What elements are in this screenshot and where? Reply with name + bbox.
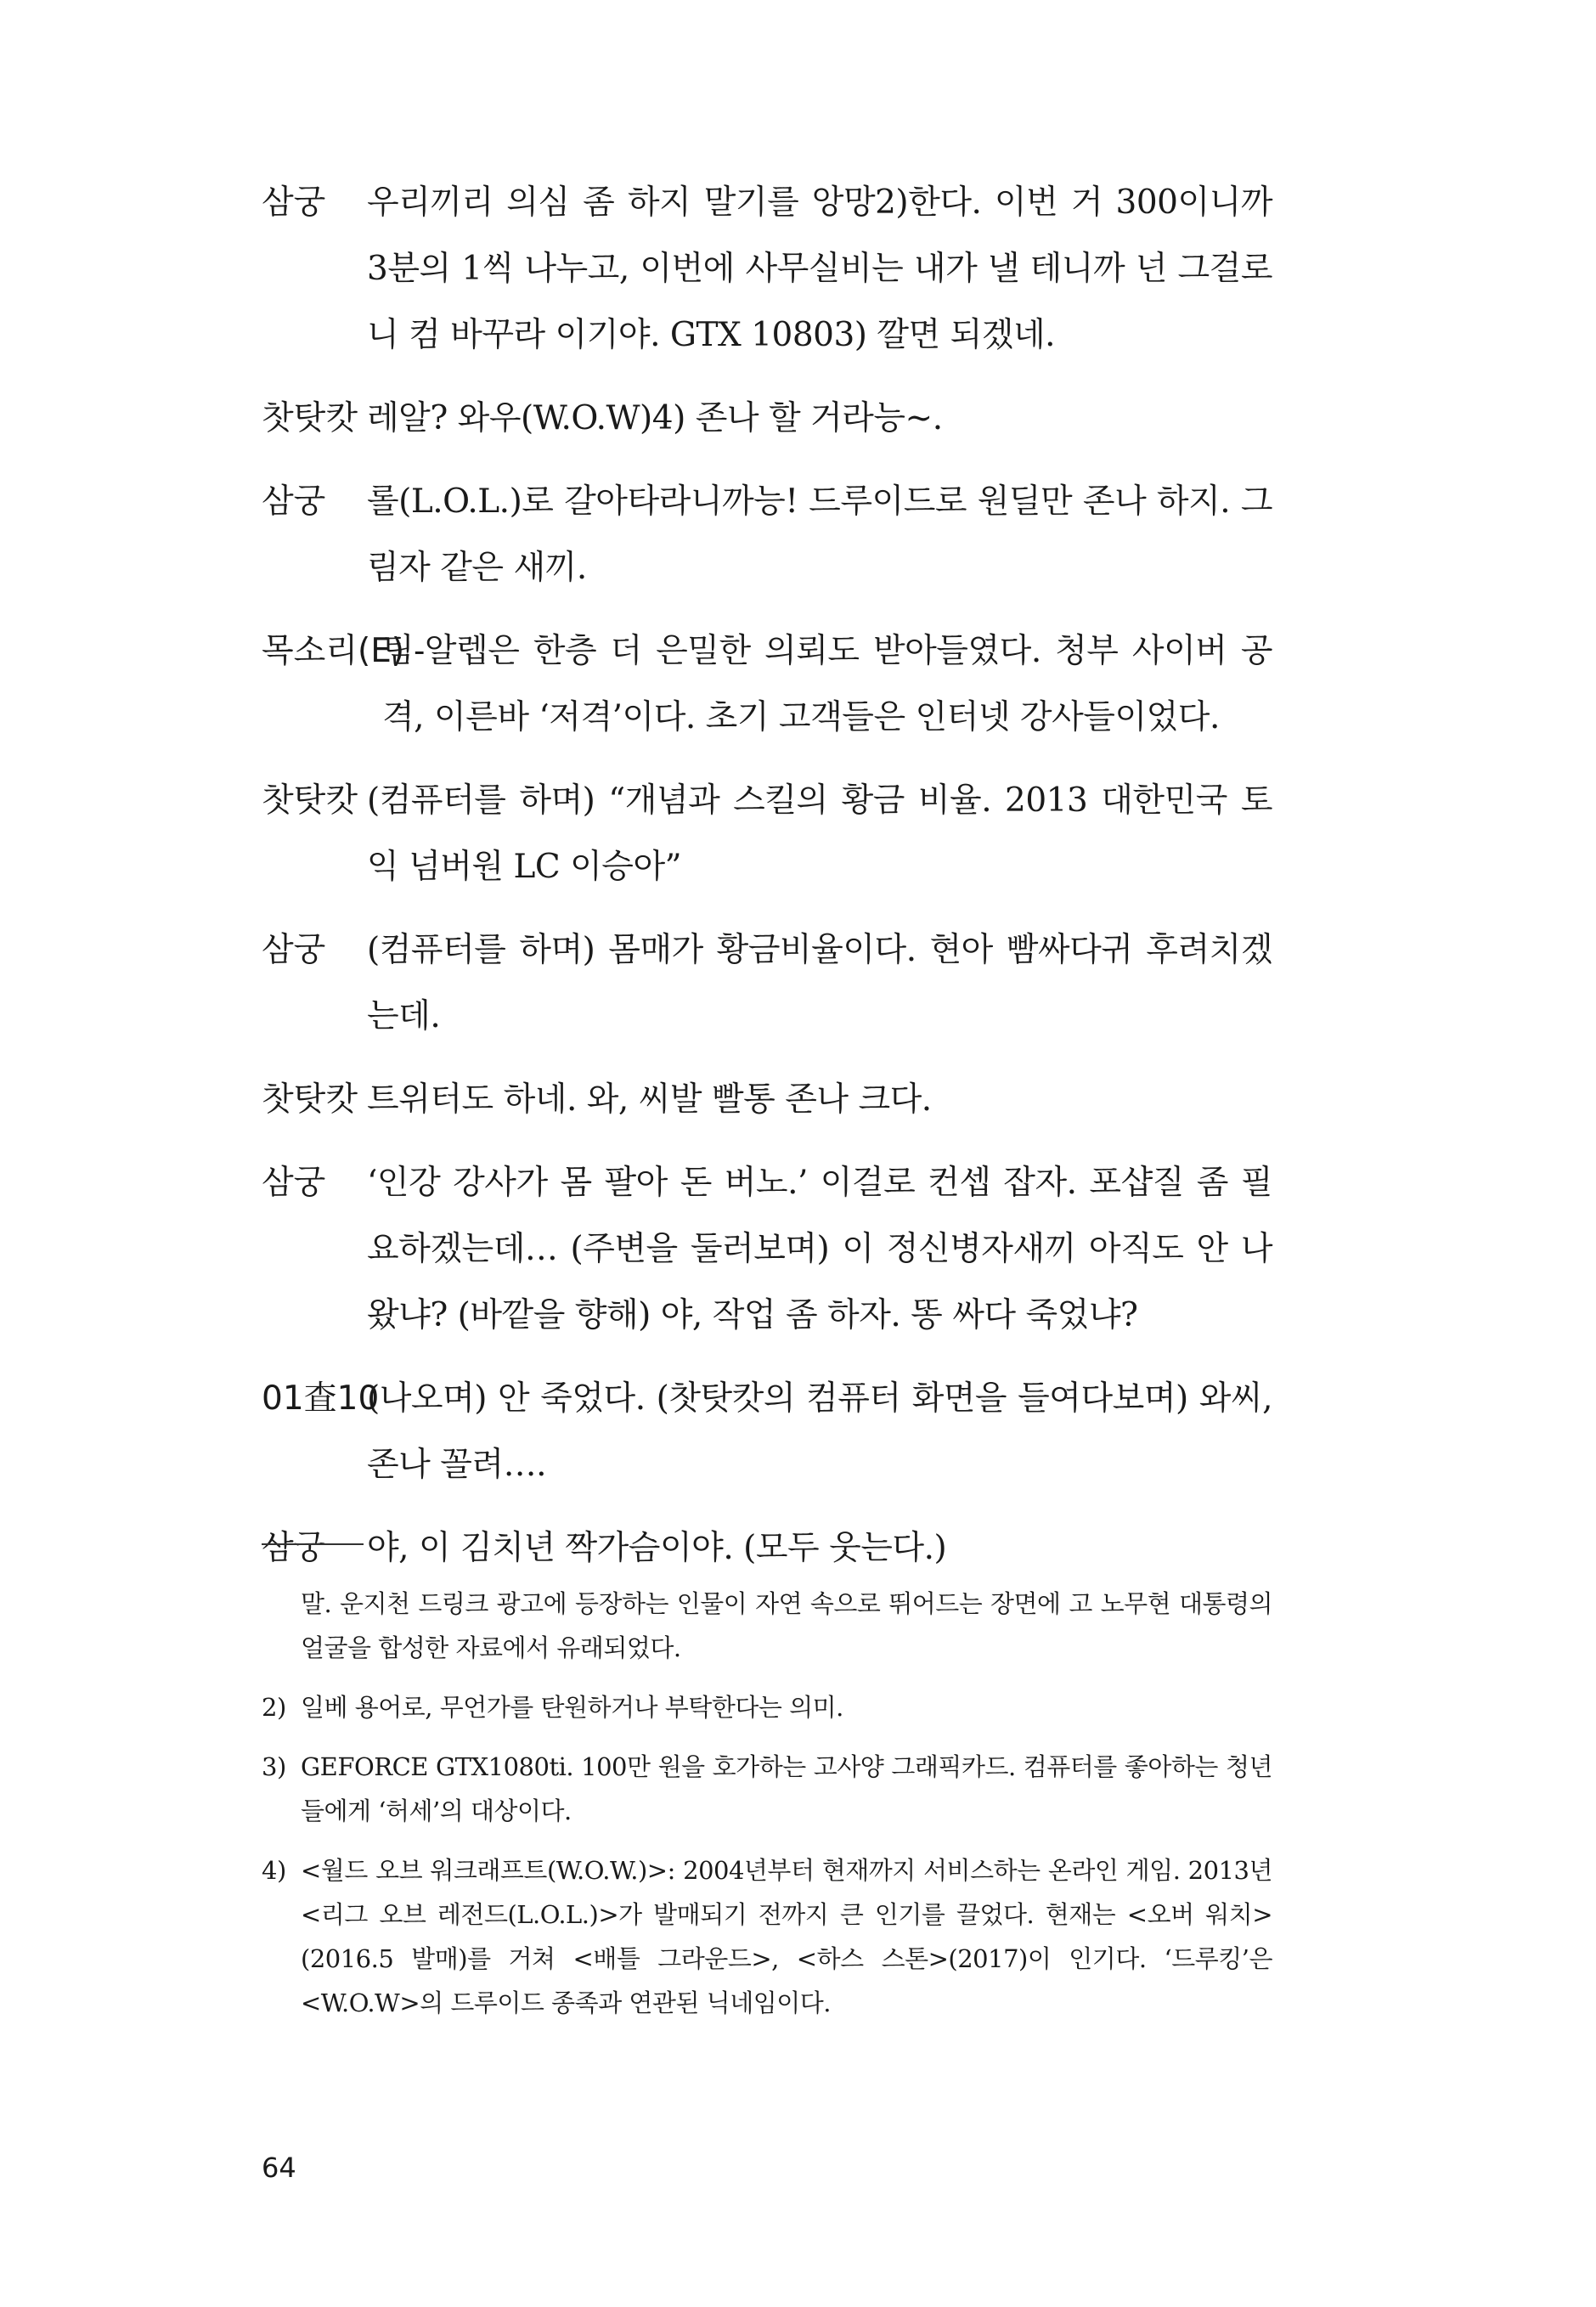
speaker-name: 찻탓캇 bbox=[262, 399, 358, 437]
footnote bbox=[262, 1745, 1272, 1833]
dialogue-line bbox=[262, 618, 1272, 751]
footnote-text: 일베 용어로, 무언가를 탄원하거나 부탁한다는 의미. bbox=[301, 1693, 843, 1722]
speaker-name: 삼궁 bbox=[262, 482, 326, 521]
footnote-number: 4) bbox=[262, 1856, 286, 1885]
footnotes bbox=[262, 1582, 1272, 2040]
dialogue-line bbox=[262, 1150, 1272, 1349]
speaker-name: 삼궁 bbox=[262, 183, 326, 222]
speaker-name: 찻탓캇 bbox=[262, 781, 358, 820]
dialogue-text: 팀-알렙은 한층 더 은밀한 의뢰도 받아들였다. 청부 사이버 공격, 이른바 ‘저격’이다. 초기 고객들은 인터넷 강사들이었다. bbox=[382, 632, 1272, 736]
dialogue-line bbox=[262, 1067, 1272, 1133]
dialogue-block bbox=[262, 170, 1272, 1599]
dialogue-text: 레알? 와우(W.O.W)4) 존나 할 거라능~. bbox=[367, 399, 943, 437]
speaker-name: 목소리(E) bbox=[262, 632, 405, 670]
dialogue-text: 야, 이 김치년 짝가슴이야. (모두 웃는다.) bbox=[367, 1529, 947, 1567]
footnote-number: 2) bbox=[262, 1693, 286, 1722]
dialogue-text: 우리끼리 의심 좀 하지 말기를 앙망2)한다. 이번 거 300이니까 3분의 1씩 나누고, 이번에 사무실비는 내가 낼 테니까 넌 그걸로 니 컴 바꾸라 이기야. GTX 10803) 깔면 되겠네. bbox=[367, 183, 1272, 354]
dialogue-text: (나오며) 안 죽었다. (찻탓캇의 컴퓨터 화면을 들여다보며) 와씨, 존나 꼴려…. bbox=[367, 1379, 1272, 1484]
footnote-divider bbox=[262, 1543, 364, 1545]
dialogue-line bbox=[262, 170, 1272, 369]
footnote-text: 말. 운지천 드링크 광고에 등장하는 인물이 자연 속으로 뛰어드는 장면에 고 노무현 대통령의 얼굴을 합성한 자료에서 유래되었다. bbox=[301, 1589, 1272, 1662]
speaker-name: 삼궁 bbox=[262, 931, 326, 969]
page-number: 64 bbox=[262, 2152, 296, 2184]
footnote bbox=[262, 1685, 1272, 1729]
dialogue-text: 롤(L.O.L.)로 갈아타라니까능! 드루이드로 원딜만 존나 하지. 그림자 같은 새끼. bbox=[367, 482, 1272, 587]
dialogue-line bbox=[262, 1366, 1272, 1498]
dialogue-line bbox=[262, 469, 1272, 601]
speaker-name: 삼궁 bbox=[262, 1529, 326, 1567]
speaker-name: 삼궁 bbox=[262, 1164, 326, 1202]
footnote-text: <월드 오브 워크래프트(W.O.W.)>: 2004년부터 현재까지 서비스하는 온라인 게임. 2013년 <리그 오브 레전드(L.O.L.)>가 발매되기 전까지 큰 인기를 끌었다. 현재는 <오버 워치>(2016.5 발매)를 거쳐 <배틀 그라운드>, <하스 스톤>(2017)이 인기다. ‘드루킹’은 <W.O.W>의 드루이드 종족과 연관된 닉네임이다. bbox=[301, 1856, 1272, 2017]
footnote-number: 3) bbox=[262, 1752, 286, 1781]
dialogue-text: ‘인강 강사가 몸 팔아 돈 버노.’ 이걸로 컨셉 잡자. 포샵질 좀 필요하겠는데… (주변을 둘러보며) 이 정신병자새끼 아직도 안 나왔냐? (바깥을 향해) 야, 작업 좀 하자. 똥 싸다 죽었냐? bbox=[367, 1164, 1272, 1334]
dialogue-text: (컴퓨터를 하며) “개념과 스킬의 황금 비율. 2013 대한민국 토익 넘버원 LC 이승아” bbox=[367, 781, 1272, 886]
dialogue-text: (컴퓨터를 하며) 몸매가 황금비율이다. 현아 빰싸다귀 후려치겠는데. bbox=[367, 931, 1272, 1035]
dialogue-line bbox=[262, 1515, 1272, 1582]
dialogue-line bbox=[262, 768, 1272, 900]
footnote-text: GEFORCE GTX1080ti. 100만 원을 호가하는 고사양 그래픽카드. 컴퓨터를 좋아하는 청년들에게 ‘허세’의 대상이다. bbox=[301, 1752, 1272, 1825]
dialogue-line bbox=[262, 386, 1272, 452]
dialogue-line bbox=[262, 917, 1272, 1050]
footnote bbox=[262, 1848, 1272, 2025]
speaker-name: 찻탓캇 bbox=[262, 1080, 358, 1119]
footnote bbox=[262, 1582, 1272, 1670]
dialogue-text: 트위터도 하네. 와, 씨발 빨통 존나 크다. bbox=[367, 1080, 932, 1119]
speaker-name: 01査10 bbox=[262, 1379, 380, 1418]
